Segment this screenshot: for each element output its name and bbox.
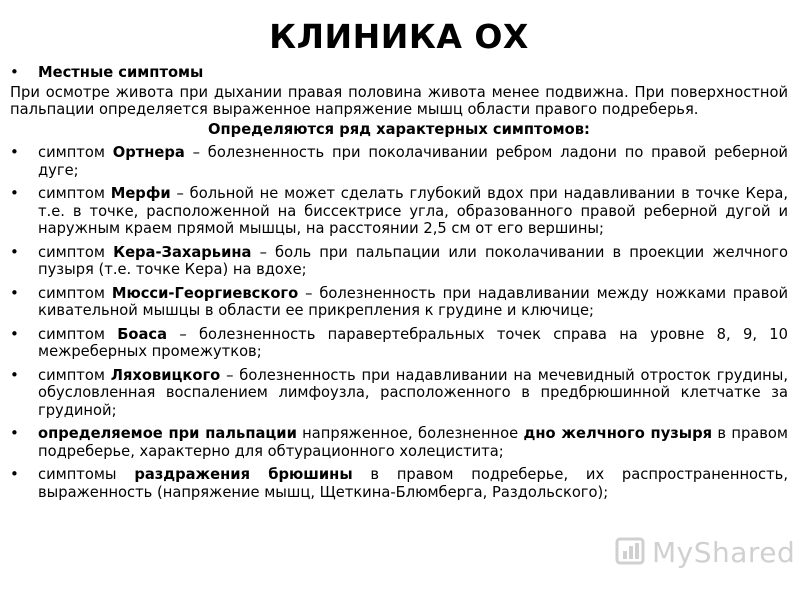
watermark: [612, 530, 796, 576]
local-symptoms-text: При осмотре живота при дыхании правая половина живота менее подвижна. При поверхностной пальпации определяется выраженное напряжение мышц области правого подреберья.: [10, 83, 788, 118]
palpation-item: [10, 425, 788, 460]
symptom-prefix: симптом: [38, 144, 113, 161]
symptoms-subheading: Определяются ряд характерных симптомов:: [208, 120, 590, 138]
symptom-description: – болезненность при поколачивании ребром ладони по правой реберной дуге;: [38, 144, 788, 179]
symptom-description: – больной не может сделать глубокий вдох при надавливании в точке Кера, т.е. в точке, расположенной на биссектрисе угла, образованного правой реберной дугой и наружным краем прямой мышцы, на расстоянии 2,5 см от его вершины;: [38, 185, 788, 237]
local-symptoms-heading-text: Местные симптомы: [38, 64, 204, 81]
slide-title: КЛИНИКА ОХ: [269, 17, 529, 56]
symptom-description: – болезненность при надавливании на мечевидный отросток грудины, обусловленная воспалением лимфоузла, расположенного в предбрюшинной клетчатке за грудиной;: [38, 366, 788, 419]
symptom-item: [10, 326, 788, 361]
slide-content: [10, 64, 788, 501]
palpation-bold-2: дно желчного пузыря: [523, 425, 713, 442]
symptom-item: [10, 244, 788, 279]
symptom-name: Ортнера: [112, 144, 185, 161]
symptom-prefix: симптом: [38, 185, 111, 202]
symptom-prefix: симптом: [38, 325, 118, 343]
local-symptoms-heading: [10, 64, 788, 82]
palpation-mid: напряженное, болезненное: [296, 425, 524, 442]
symptom-item: [10, 144, 788, 179]
symptom-item: [10, 285, 788, 320]
peritoneal-prefix: симптомы: [38, 466, 135, 483]
symptom-description: – боль при пальпации или поколачивании в проекции желчного пузыря (т.е. точке Кера) на вдохе;: [38, 243, 788, 278]
symptom-name: Мерфи: [110, 185, 171, 202]
symptom-item: [10, 367, 788, 420]
peritoneal-text: в правом подреберье, их распространенность, выраженность (напряжение мышц, Щеткина-Блюмберга, Раздольского);: [38, 466, 788, 501]
peritoneal-bold: раздражения брюшины: [134, 466, 353, 483]
symptom-name: Ляховицкого: [110, 366, 221, 384]
symptom-name: Боаса: [117, 325, 168, 343]
palpation-end: в правом подреберье, характерно для обтурационного холецистита;: [38, 425, 788, 460]
myshared-logo-icon: [614, 534, 648, 568]
symptom-prefix: симптом: [38, 284, 112, 302]
peritoneal-item: [10, 466, 788, 501]
symptom-description: – болезненность паравертебральных точек справа на уровне 8, 9, 10 межреберных промежутков;: [38, 325, 788, 360]
symptom-description: – болезненность при надавливании между ножками правой кивательной мышцы в области ее прикрепления к грудине и ключице;: [38, 284, 788, 319]
symptom-prefix: симптом: [38, 366, 111, 384]
symptom-name: Кера-Захарьина: [113, 243, 252, 261]
symptom-prefix: симптом: [38, 243, 114, 261]
symptom-name: Мюсси-Георгиевского: [111, 284, 299, 302]
palpation-bold-1: определяемое при пальпации: [38, 425, 297, 442]
symptom-item: [10, 185, 788, 238]
watermark-text: MyShared: [652, 536, 796, 569]
